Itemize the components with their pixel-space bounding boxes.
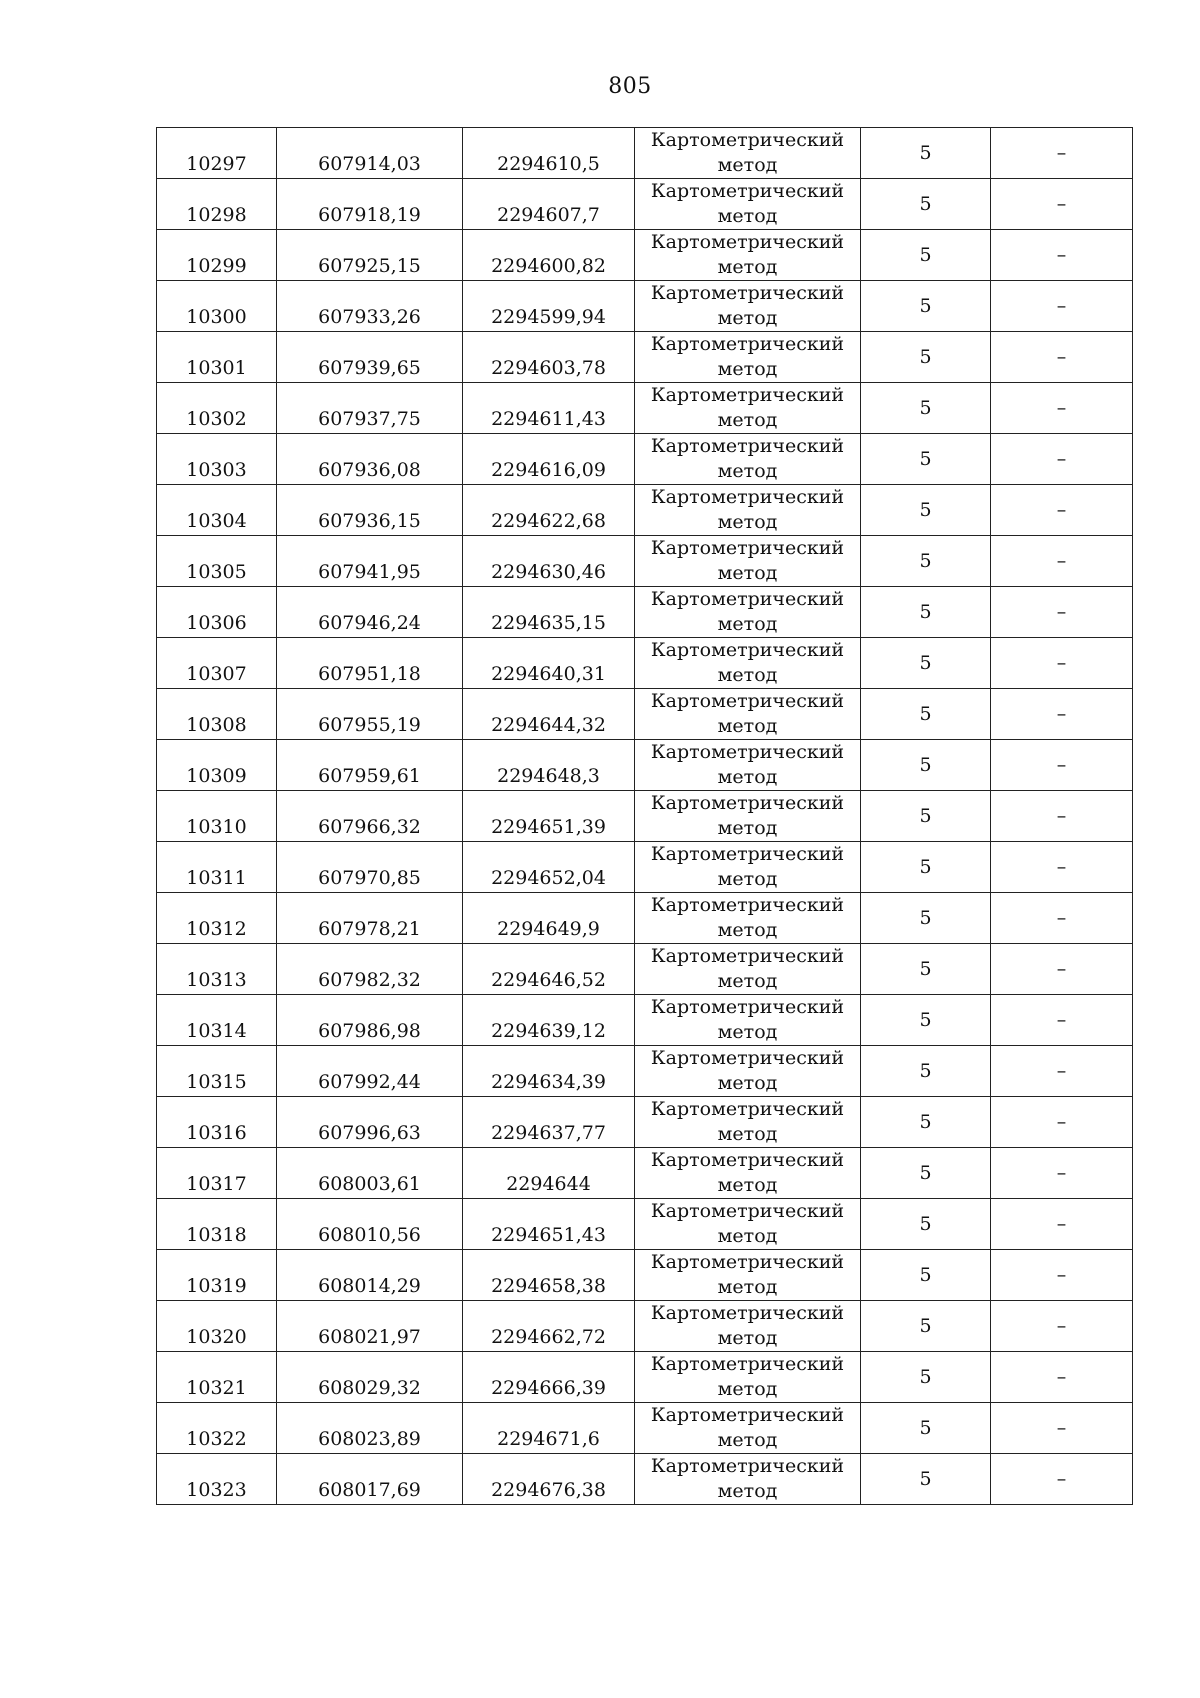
method-cell	[635, 128, 861, 179]
y-coordinate-cell: 2294603,78	[463, 332, 635, 383]
description-cell: –	[991, 791, 1133, 842]
y-coordinate-cell: 2294662,72	[463, 1301, 635, 1352]
accuracy-cell: 5	[861, 1097, 991, 1148]
method-text: Картометрический метод	[650, 945, 845, 992]
x-coordinate-cell: 608023,89	[277, 1403, 463, 1454]
method-text: Картометрический метод	[650, 333, 845, 380]
x-coordinate-cell: 607936,15	[277, 485, 463, 536]
description-cell: –	[991, 842, 1133, 893]
accuracy-cell: 5	[861, 383, 991, 434]
description-cell: –	[991, 230, 1133, 281]
y-coordinate-cell: 2294607,7	[463, 179, 635, 230]
table-row	[157, 1097, 1133, 1148]
table-row	[157, 536, 1133, 587]
accuracy-cell: 5	[861, 281, 991, 332]
method-text: Картометрический метод	[650, 537, 845, 584]
description-cell: –	[991, 995, 1133, 1046]
method-cell	[635, 842, 861, 893]
point-number-cell: 10302	[157, 383, 277, 434]
point-number-cell: 10308	[157, 689, 277, 740]
method-text: Картометрический метод	[650, 741, 845, 788]
point-number-cell: 10322	[157, 1403, 277, 1454]
method-cell	[635, 1097, 861, 1148]
method-cell	[635, 638, 861, 689]
x-coordinate-cell: 608017,69	[277, 1454, 463, 1505]
method-cell	[635, 944, 861, 995]
table-row	[157, 281, 1133, 332]
y-coordinate-cell: 2294644,32	[463, 689, 635, 740]
x-coordinate-cell: 607996,63	[277, 1097, 463, 1148]
point-number-cell: 10307	[157, 638, 277, 689]
accuracy-cell: 5	[861, 1199, 991, 1250]
method-cell	[635, 332, 861, 383]
point-number-cell: 10305	[157, 536, 277, 587]
method-text: Картометрический метод	[650, 1200, 845, 1247]
method-cell	[635, 689, 861, 740]
accuracy-cell: 5	[861, 536, 991, 587]
method-cell	[635, 281, 861, 332]
table-row	[157, 1250, 1133, 1301]
method-text: Картометрический метод	[650, 435, 845, 482]
accuracy-cell: 5	[861, 1301, 991, 1352]
x-coordinate-cell: 607939,65	[277, 332, 463, 383]
description-cell: –	[991, 1403, 1133, 1454]
method-cell	[635, 1352, 861, 1403]
table-row	[157, 995, 1133, 1046]
accuracy-cell: 5	[861, 995, 991, 1046]
table-row	[157, 1454, 1133, 1505]
page-number: 805	[608, 74, 652, 99]
x-coordinate-cell: 607933,26	[277, 281, 463, 332]
table-row	[157, 383, 1133, 434]
point-number-cell: 10317	[157, 1148, 277, 1199]
description-cell: –	[991, 1199, 1133, 1250]
x-coordinate-cell: 607978,21	[277, 893, 463, 944]
method-cell	[635, 1301, 861, 1352]
method-cell	[635, 1454, 861, 1505]
description-cell: –	[991, 1097, 1133, 1148]
table-row	[157, 1199, 1133, 1250]
method-text: Картометрический метод	[650, 129, 845, 176]
point-number-cell: 10312	[157, 893, 277, 944]
method-text: Картометрический метод	[650, 1098, 845, 1145]
point-number-cell: 10301	[157, 332, 277, 383]
y-coordinate-cell: 2294644	[463, 1148, 635, 1199]
x-coordinate-cell: 608014,29	[277, 1250, 463, 1301]
method-text: Картометрический метод	[650, 843, 845, 890]
accuracy-cell: 5	[861, 179, 991, 230]
method-cell	[635, 179, 861, 230]
point-number-cell: 10316	[157, 1097, 277, 1148]
y-coordinate-cell: 2294658,38	[463, 1250, 635, 1301]
table-row	[157, 1403, 1133, 1454]
table-row	[157, 944, 1133, 995]
method-text: Картометрический метод	[650, 1251, 845, 1298]
description-cell: –	[991, 638, 1133, 689]
x-coordinate-cell: 608010,56	[277, 1199, 463, 1250]
method-text: Картометрический метод	[650, 282, 845, 329]
method-text: Картометрический метод	[650, 1353, 845, 1400]
accuracy-cell: 5	[861, 230, 991, 281]
point-number-cell: 10323	[157, 1454, 277, 1505]
accuracy-cell: 5	[861, 689, 991, 740]
point-number-cell: 10313	[157, 944, 277, 995]
accuracy-cell: 5	[861, 842, 991, 893]
method-text: Картометрический метод	[650, 1302, 845, 1349]
x-coordinate-cell: 607918,19	[277, 179, 463, 230]
method-text: Картометрический метод	[650, 690, 845, 737]
method-cell	[635, 1148, 861, 1199]
method-cell	[635, 791, 861, 842]
description-cell: –	[991, 1454, 1133, 1505]
y-coordinate-cell: 2294630,46	[463, 536, 635, 587]
description-cell: –	[991, 281, 1133, 332]
table-row	[157, 1046, 1133, 1097]
table-row	[157, 230, 1133, 281]
point-number-cell: 10314	[157, 995, 277, 1046]
x-coordinate-cell: 607925,15	[277, 230, 463, 281]
table-body	[157, 128, 1133, 1505]
point-number-cell: 10299	[157, 230, 277, 281]
description-cell: –	[991, 1046, 1133, 1097]
y-coordinate-cell: 2294666,39	[463, 1352, 635, 1403]
point-number-cell: 10309	[157, 740, 277, 791]
method-cell	[635, 1046, 861, 1097]
description-cell: –	[991, 179, 1133, 230]
x-coordinate-cell: 608021,97	[277, 1301, 463, 1352]
y-coordinate-cell: 2294610,5	[463, 128, 635, 179]
accuracy-cell: 5	[861, 587, 991, 638]
accuracy-cell: 5	[861, 1403, 991, 1454]
method-cell	[635, 485, 861, 536]
accuracy-cell: 5	[861, 128, 991, 179]
point-number-cell: 10304	[157, 485, 277, 536]
x-coordinate-cell: 607941,95	[277, 536, 463, 587]
y-coordinate-cell: 2294651,39	[463, 791, 635, 842]
y-coordinate-cell: 2294634,39	[463, 1046, 635, 1097]
x-coordinate-cell: 607951,18	[277, 638, 463, 689]
x-coordinate-cell: 607955,19	[277, 689, 463, 740]
y-coordinate-cell: 2294676,38	[463, 1454, 635, 1505]
table-row	[157, 638, 1133, 689]
table-row	[157, 332, 1133, 383]
method-text: Картометрический метод	[650, 1404, 845, 1451]
point-number-cell: 10298	[157, 179, 277, 230]
y-coordinate-cell: 2294649,9	[463, 893, 635, 944]
point-number-cell: 10318	[157, 1199, 277, 1250]
description-cell: –	[991, 536, 1133, 587]
accuracy-cell: 5	[861, 1454, 991, 1505]
point-number-cell: 10297	[157, 128, 277, 179]
method-text: Картометрический метод	[650, 180, 845, 227]
description-cell: –	[991, 944, 1133, 995]
point-number-cell: 10319	[157, 1250, 277, 1301]
method-cell	[635, 587, 861, 638]
accuracy-cell: 5	[861, 1352, 991, 1403]
table-row	[157, 1148, 1133, 1199]
description-cell: –	[991, 332, 1133, 383]
x-coordinate-cell: 607914,03	[277, 128, 463, 179]
point-number-cell: 10321	[157, 1352, 277, 1403]
y-coordinate-cell: 2294637,77	[463, 1097, 635, 1148]
x-coordinate-cell: 608029,32	[277, 1352, 463, 1403]
accuracy-cell: 5	[861, 1046, 991, 1097]
method-cell	[635, 893, 861, 944]
x-coordinate-cell: 607992,44	[277, 1046, 463, 1097]
point-number-cell: 10315	[157, 1046, 277, 1097]
description-cell: –	[991, 587, 1133, 638]
description-cell: –	[991, 1301, 1133, 1352]
method-cell	[635, 434, 861, 485]
accuracy-cell: 5	[861, 791, 991, 842]
x-coordinate-cell: 607937,75	[277, 383, 463, 434]
x-coordinate-cell: 607936,08	[277, 434, 463, 485]
y-coordinate-cell: 2294652,04	[463, 842, 635, 893]
table-row	[157, 587, 1133, 638]
method-cell	[635, 1403, 861, 1454]
y-coordinate-cell: 2294646,52	[463, 944, 635, 995]
method-cell	[635, 995, 861, 1046]
method-text: Картометрический метод	[650, 1047, 845, 1094]
point-number-cell: 10310	[157, 791, 277, 842]
table-row	[157, 689, 1133, 740]
method-text: Картометрический метод	[650, 486, 845, 533]
y-coordinate-cell: 2294651,43	[463, 1199, 635, 1250]
point-number-cell: 10320	[157, 1301, 277, 1352]
description-cell: –	[991, 485, 1133, 536]
accuracy-cell: 5	[861, 740, 991, 791]
x-coordinate-cell: 607946,24	[277, 587, 463, 638]
y-coordinate-cell: 2294611,43	[463, 383, 635, 434]
method-cell	[635, 740, 861, 791]
description-cell: –	[991, 740, 1133, 791]
method-text: Картометрический метод	[650, 1149, 845, 1196]
description-cell: –	[991, 689, 1133, 740]
x-coordinate-cell: 607986,98	[277, 995, 463, 1046]
description-cell: –	[991, 893, 1133, 944]
point-number-cell: 10300	[157, 281, 277, 332]
x-coordinate-cell: 607966,32	[277, 791, 463, 842]
table-row	[157, 1352, 1133, 1403]
point-number-cell: 10303	[157, 434, 277, 485]
method-cell	[635, 230, 861, 281]
description-cell: –	[991, 1250, 1133, 1301]
method-cell	[635, 1199, 861, 1250]
method-cell	[635, 1250, 861, 1301]
method-cell	[635, 536, 861, 587]
method-text: Картометрический метод	[650, 894, 845, 941]
method-text: Картометрический метод	[650, 996, 845, 1043]
coordinates-table	[156, 127, 1133, 1505]
accuracy-cell: 5	[861, 332, 991, 383]
table-row	[157, 128, 1133, 179]
y-coordinate-cell: 2294600,82	[463, 230, 635, 281]
y-coordinate-cell: 2294671,6	[463, 1403, 635, 1454]
accuracy-cell: 5	[861, 944, 991, 995]
description-cell: –	[991, 383, 1133, 434]
y-coordinate-cell: 2294635,15	[463, 587, 635, 638]
table-row	[157, 791, 1133, 842]
table-row	[157, 1301, 1133, 1352]
accuracy-cell: 5	[861, 1148, 991, 1199]
y-coordinate-cell: 2294616,09	[463, 434, 635, 485]
y-coordinate-cell: 2294622,68	[463, 485, 635, 536]
description-cell: –	[991, 128, 1133, 179]
method-text: Картометрический метод	[650, 231, 845, 278]
method-text: Картометрический метод	[650, 1455, 845, 1502]
accuracy-cell: 5	[861, 638, 991, 689]
method-text: Картометрический метод	[650, 588, 845, 635]
table-row	[157, 842, 1133, 893]
accuracy-cell: 5	[861, 893, 991, 944]
description-cell: –	[991, 1352, 1133, 1403]
x-coordinate-cell: 607970,85	[277, 842, 463, 893]
point-number-cell: 10306	[157, 587, 277, 638]
table-row	[157, 740, 1133, 791]
accuracy-cell: 5	[861, 1250, 991, 1301]
table-row	[157, 485, 1133, 536]
x-coordinate-cell: 608003,61	[277, 1148, 463, 1199]
y-coordinate-cell: 2294639,12	[463, 995, 635, 1046]
table-row	[157, 434, 1133, 485]
point-number-cell: 10311	[157, 842, 277, 893]
table-row	[157, 179, 1133, 230]
description-cell: –	[991, 434, 1133, 485]
method-text: Картометрический метод	[650, 792, 845, 839]
method-text: Картометрический метод	[650, 639, 845, 686]
description-cell: –	[991, 1148, 1133, 1199]
y-coordinate-cell: 2294599,94	[463, 281, 635, 332]
x-coordinate-cell: 607959,61	[277, 740, 463, 791]
accuracy-cell: 5	[861, 485, 991, 536]
method-text: Картометрический метод	[650, 384, 845, 431]
y-coordinate-cell: 2294640,31	[463, 638, 635, 689]
table-row	[157, 893, 1133, 944]
accuracy-cell: 5	[861, 434, 991, 485]
y-coordinate-cell: 2294648,3	[463, 740, 635, 791]
method-cell	[635, 383, 861, 434]
x-coordinate-cell: 607982,32	[277, 944, 463, 995]
